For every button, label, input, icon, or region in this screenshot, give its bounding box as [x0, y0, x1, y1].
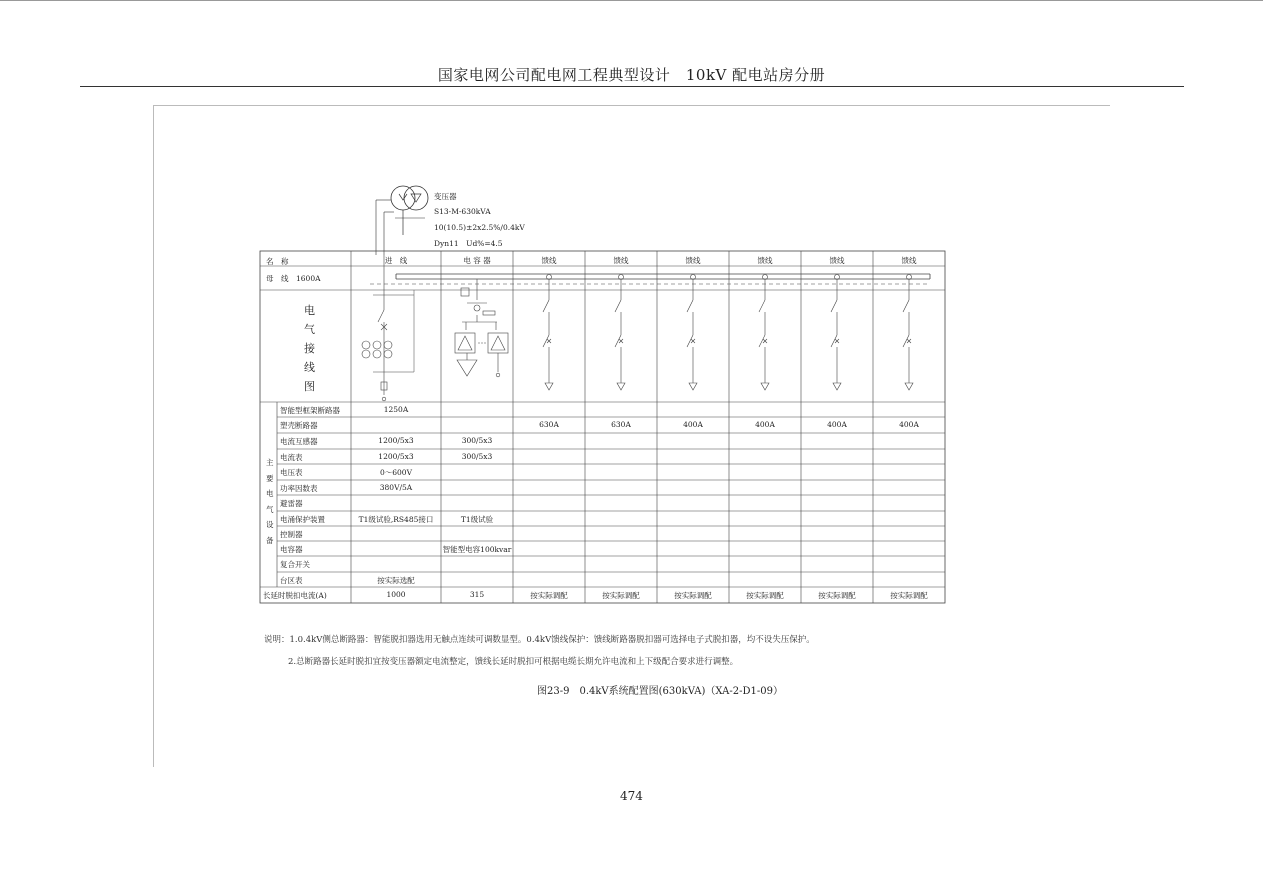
row-label: 避雷器 [280, 499, 303, 508]
diagram-label-char: 图 [304, 380, 315, 393]
row-cell: 按实际调配 [818, 591, 856, 600]
column-header: 馈线 [757, 256, 773, 265]
feeder-outlet-arrow [905, 383, 913, 390]
row-cell: 1200/5x3 [378, 436, 414, 445]
transformer-group: Dyn11 Ud%=4.5 [434, 239, 503, 248]
row-cell: 630A [611, 420, 631, 429]
diagram-label-char: 气 [304, 323, 315, 336]
row-label: 台区表 [280, 576, 303, 585]
column-header: 电 容 器 [463, 256, 491, 265]
current-transformer [373, 341, 381, 349]
row-label: 电涌保护装置 [280, 515, 325, 524]
feeder-breaker [615, 335, 621, 347]
row-label: 电流互感器 [280, 437, 318, 446]
capacitor-node [474, 305, 480, 311]
row-cell: 315 [469, 590, 485, 599]
transformer-model: S13-M-630kVA [434, 207, 491, 216]
row-cell: 按实际选配 [377, 576, 415, 585]
feeder-outlet-arrow [689, 383, 697, 390]
breaker-contact [378, 310, 384, 322]
diagram-label-char: 线 [304, 361, 315, 374]
incomer-terminal [382, 397, 386, 401]
feeder-breaker [903, 335, 909, 347]
feeder-outlet-arrow [617, 383, 625, 390]
row-cell: 1250A [383, 405, 409, 414]
feeder-breaker [831, 335, 837, 347]
row-cell: 630A [539, 420, 559, 429]
row-label: 控制器 [280, 530, 303, 539]
capacitor-fuse [483, 311, 495, 315]
name-header-label: 名 称 [266, 257, 289, 266]
row-label: 塑壳断路器 [280, 421, 318, 430]
capacitor-bank-triangle [457, 360, 477, 376]
feeder-disconnector [831, 300, 837, 312]
row-label: 复合开关 [280, 560, 310, 569]
section-label-char: 主 [266, 458, 274, 467]
row-cell: 400A [899, 420, 919, 429]
feeder-disconnector [615, 300, 621, 312]
transformer-ratio: 10(10.5)±2x2.5%/0.4kV [434, 223, 525, 232]
note-1: 说明：1.0.4kV侧总断路器：智能脱扣器选用无触点连续可调数显型。0.4kV馈线保护：馈线断路器脱扣器可选择电子式脱扣器，均不设失压保护。 [264, 635, 815, 645]
section-label-char: 备 [266, 535, 274, 545]
row-cell: 1000 [386, 590, 406, 599]
note-2: 2.总断路器长延时脱扣宜按变压器额定电流整定，馈线长延时脱扣可根据电缆长期允许电流和上下级配合要求进行调整。 [288, 657, 739, 667]
transformer-name: 变压器 [434, 192, 457, 201]
section-label-char: 要 [266, 473, 274, 483]
page-number: 474 [620, 789, 643, 803]
column-header: 馈线 [901, 256, 917, 265]
row-label: 功率因数表 [280, 484, 318, 493]
figure-caption: 图23-9 0.4kV系统配置图(630kVA)（XA-2-D1-09） [537, 686, 783, 697]
row-cell: T1级试验,RS485接口 [358, 515, 434, 524]
column-header: 馈线 [613, 256, 629, 265]
row-cell: 300/5x3 [461, 436, 493, 445]
current-transformer [384, 341, 392, 349]
row-label: 智能型框架断路器 [280, 406, 340, 415]
feeder-disconnector [759, 300, 765, 312]
section-label-char: 气 [266, 504, 274, 514]
section-label-char: 电 [266, 489, 274, 498]
feeder-breaker [543, 335, 549, 347]
diagram-label-char: 电 [304, 304, 315, 317]
current-transformer [384, 350, 392, 358]
feeder-outlet-arrow [545, 383, 553, 390]
row-cell: 400A [683, 420, 703, 429]
current-transformer [373, 350, 381, 358]
row-label: 电压表 [280, 468, 303, 477]
row-cell: 按实际调配 [890, 591, 928, 600]
capacitor-triangle [458, 336, 472, 350]
row-cell: 300/5x3 [461, 452, 493, 461]
row-cell: 380V/5A [379, 483, 413, 492]
row-cell: 按实际调配 [530, 591, 568, 600]
feeder-outlet-arrow [833, 383, 841, 390]
current-transformer [362, 350, 370, 358]
capacitor-terminal [496, 373, 500, 377]
feeder-breaker [759, 335, 765, 347]
row-cell: 0～600V [379, 468, 412, 477]
row-label: 电容器 [280, 545, 303, 554]
row-cell: 400A [755, 420, 775, 429]
row-cell: 400A [827, 420, 847, 429]
feeder-breaker [687, 335, 693, 347]
current-transformer [362, 341, 370, 349]
column-header: 馈线 [685, 256, 701, 265]
row-label: 长延时脱扣电流(A) [263, 591, 327, 600]
busbar-label: 母 线 1600A [266, 274, 321, 283]
column-header: 进 线 [384, 256, 408, 265]
row-cell: 按实际调配 [674, 591, 712, 600]
row-cell: 按实际调配 [602, 591, 640, 600]
row-cell: T1级试验 [460, 515, 494, 524]
feeder-disconnector [903, 300, 909, 312]
section-label-char: 设 [266, 520, 274, 529]
capacitor-triangle [491, 336, 505, 350]
page-header-title: 国家电网公司配电网工程典型设计 10kV 配电站房分册 [437, 66, 826, 84]
row-cell: 按实际调配 [746, 591, 784, 600]
column-header: 馈线 [829, 256, 845, 265]
row-label: 电流表 [280, 453, 303, 462]
capacitor-controller-box [461, 288, 469, 296]
feeder-disconnector [687, 300, 693, 312]
feeder-outlet-arrow [761, 383, 769, 390]
row-cell: 1200/5x3 [378, 452, 414, 461]
diagram-label-char: 接 [304, 342, 315, 355]
feeder-disconnector [543, 300, 549, 312]
column-header: 馈线 [541, 256, 557, 265]
row-cell: 智能型电容100kvar [442, 545, 512, 554]
